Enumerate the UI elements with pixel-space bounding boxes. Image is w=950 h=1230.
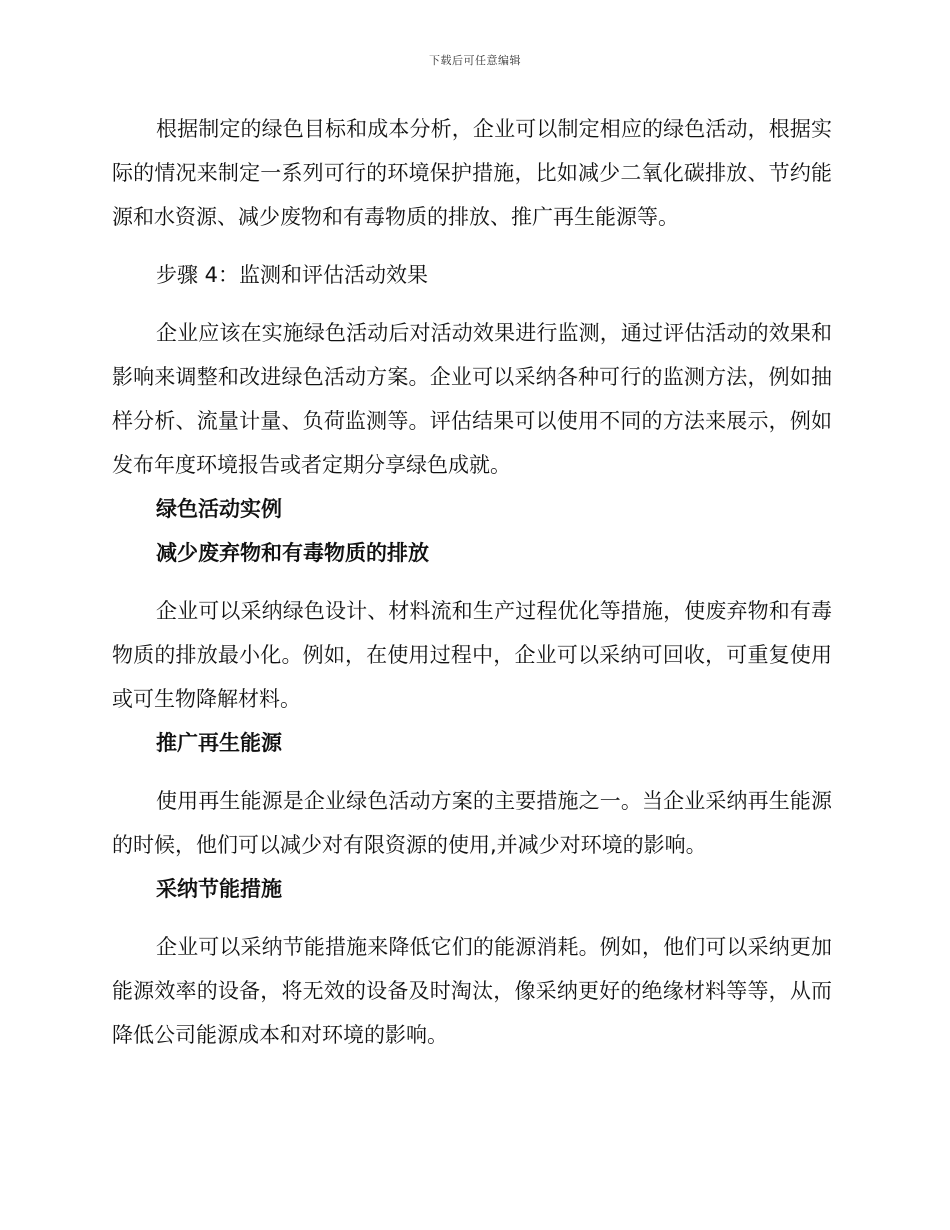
heading-reduce-waste: 减少废弃物和有毒物质的排放 bbox=[156, 541, 429, 565]
paragraph-renewable-energy: 使用再生能源是企业绿色活动方案的主要措施之一。当企业采纳再生能源的时候，他们可以减少对有限资源的使用,并减少对环境的影响。 bbox=[112, 789, 832, 857]
document-body bbox=[112, 107, 832, 1057]
heading-green-activity-examples: 绿色活动实例 bbox=[156, 497, 282, 521]
heading-renewable-energy: 推广再生能源 bbox=[156, 731, 282, 755]
paragraph-reduce-waste: 企业可以采纳绿色设计、材料流和生产过程优化等措施，使废弃物和有毒物质的排放最小化。例如，在使用过程中，企业可以采纳可回收，可重复使用或可生物降解材料。 bbox=[112, 599, 832, 711]
paragraph-monitoring: 企业应该在实施绿色活动后对活动效果进行监测，通过评估活动的效果和影响来调整和改进绿色活动方案。企业可以采纳各种可行的监测方法，例如抽样分析、流量计量、负荷监测等。评估结果可以使用不同的方法来展示，例如发布年度环境报告或者定期分享绿色成就。 bbox=[112, 321, 832, 477]
heading-energy-saving: 采纳节能措施 bbox=[156, 877, 282, 901]
step-4-label: 步骤 4：监测和评估活动效果 bbox=[156, 263, 429, 287]
page-header: 下载后可任意编辑 bbox=[429, 54, 521, 67]
paragraph-energy-saving: 企业可以采纳节能措施来降低它们的能源消耗。例如，他们可以采纳更加能源效率的设备，将无效的设备及时淘汰，像采纳更好的绝缘材料等等，从而降低公司能源成本和对环境的影响。 bbox=[112, 935, 832, 1047]
paragraph-green-activities: 根据制定的绿色目标和成本分析，企业可以制定相应的绿色活动，根据实际的情况来制定一系列可行的环境保护措施，比如减少二氧化碳排放、节约能源和水资源、减少废物和有毒物质的排放、推广再生能源等。 bbox=[112, 117, 832, 229]
